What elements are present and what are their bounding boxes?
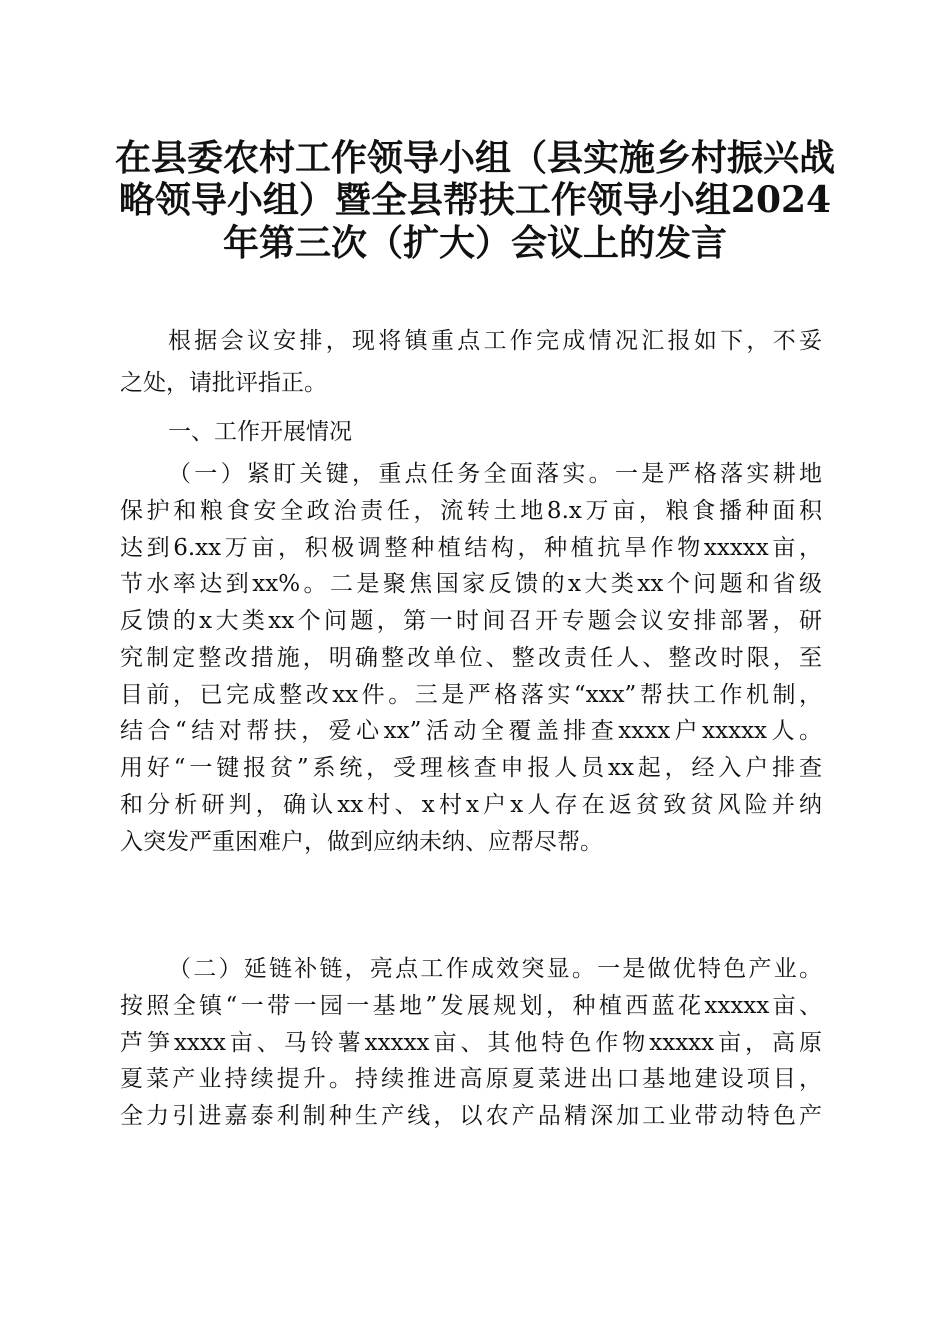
intro-paragraph-line: 根据会议安排，现将镇重点工作完成情况汇报如下，不妥 — [168, 328, 822, 354]
paragraph-line: 和分析研判，确认xx村、x村x户x人存在返贫致贫风险并纳 — [120, 791, 822, 818]
paragraph-line: 夏菜产业持续提升。持续推进高原夏菜进出口基地建设项目， — [120, 1066, 822, 1093]
section-heading: 一、工作开展情况 — [168, 419, 352, 445]
intro-paragraph-line: 之处，请批评指正。 — [120, 370, 327, 396]
paragraph-line: 究制定整改措施，明确整改单位、整改责任人、整改时限，至 — [120, 644, 822, 671]
document-title-line: 略领导小组）暨全县帮扶工作领导小组2024 — [118, 179, 832, 221]
paragraph-line: 入突发严重困难户，做到应纳未纳、应帮尽帮。 — [120, 828, 603, 855]
paragraph-line: 全力引进嘉泰利制种生产线，以农产品精深加工业带动特色产 — [120, 1103, 822, 1130]
paragraph-line: 芦笋xxxx亩、马铃薯xxxxx亩、其他特色作物xxxxx亩，高原 — [120, 1029, 822, 1056]
paragraph-line: 保护和粮食安全政治责任，流转土地8.x万亩，粮食播种面积 — [120, 497, 822, 524]
paragraph-line: 目前，已完成整改xx件。三是严格落实“xxx”帮扶工作机制， — [120, 681, 822, 708]
paragraph-line: 用好“一键报贫”系统，受理核查申报人员xx起，经入户排查 — [120, 755, 822, 781]
paragraph-line: 按照全镇“一带一园一基地”发展规划，种植西蓝花xxxxx亩、 — [120, 992, 822, 1019]
paragraph-line: 结合“结对帮扶，爱心xx”活动全覆盖排查xxxx户xxxxx人。 — [120, 718, 822, 745]
paragraph-line: （一）紧盯关键，重点任务全面落实。一是严格落实耕地 — [168, 461, 822, 487]
document-title-line: 在县委农村工作领导小组（县实施乡村振兴战 — [114, 137, 835, 179]
paragraph-line: 反馈的x大类xx个问题，第一时间召开专题会议安排部署，研 — [120, 608, 822, 634]
paragraph-line: （二）延链补链，亮点工作成效突显。一是做优特色产业。 — [168, 956, 822, 982]
paragraph-line: 达到6.xx万亩，积极调整种植结构，种植抗旱作物xxxxx亩， — [120, 534, 822, 561]
paragraph-line: 节水率达到xx%。二是聚焦国家反馈的x大类xx个问题和省级 — [120, 571, 822, 598]
document-title-line: 年第三次（扩大）会议上的发言 — [222, 222, 727, 264]
